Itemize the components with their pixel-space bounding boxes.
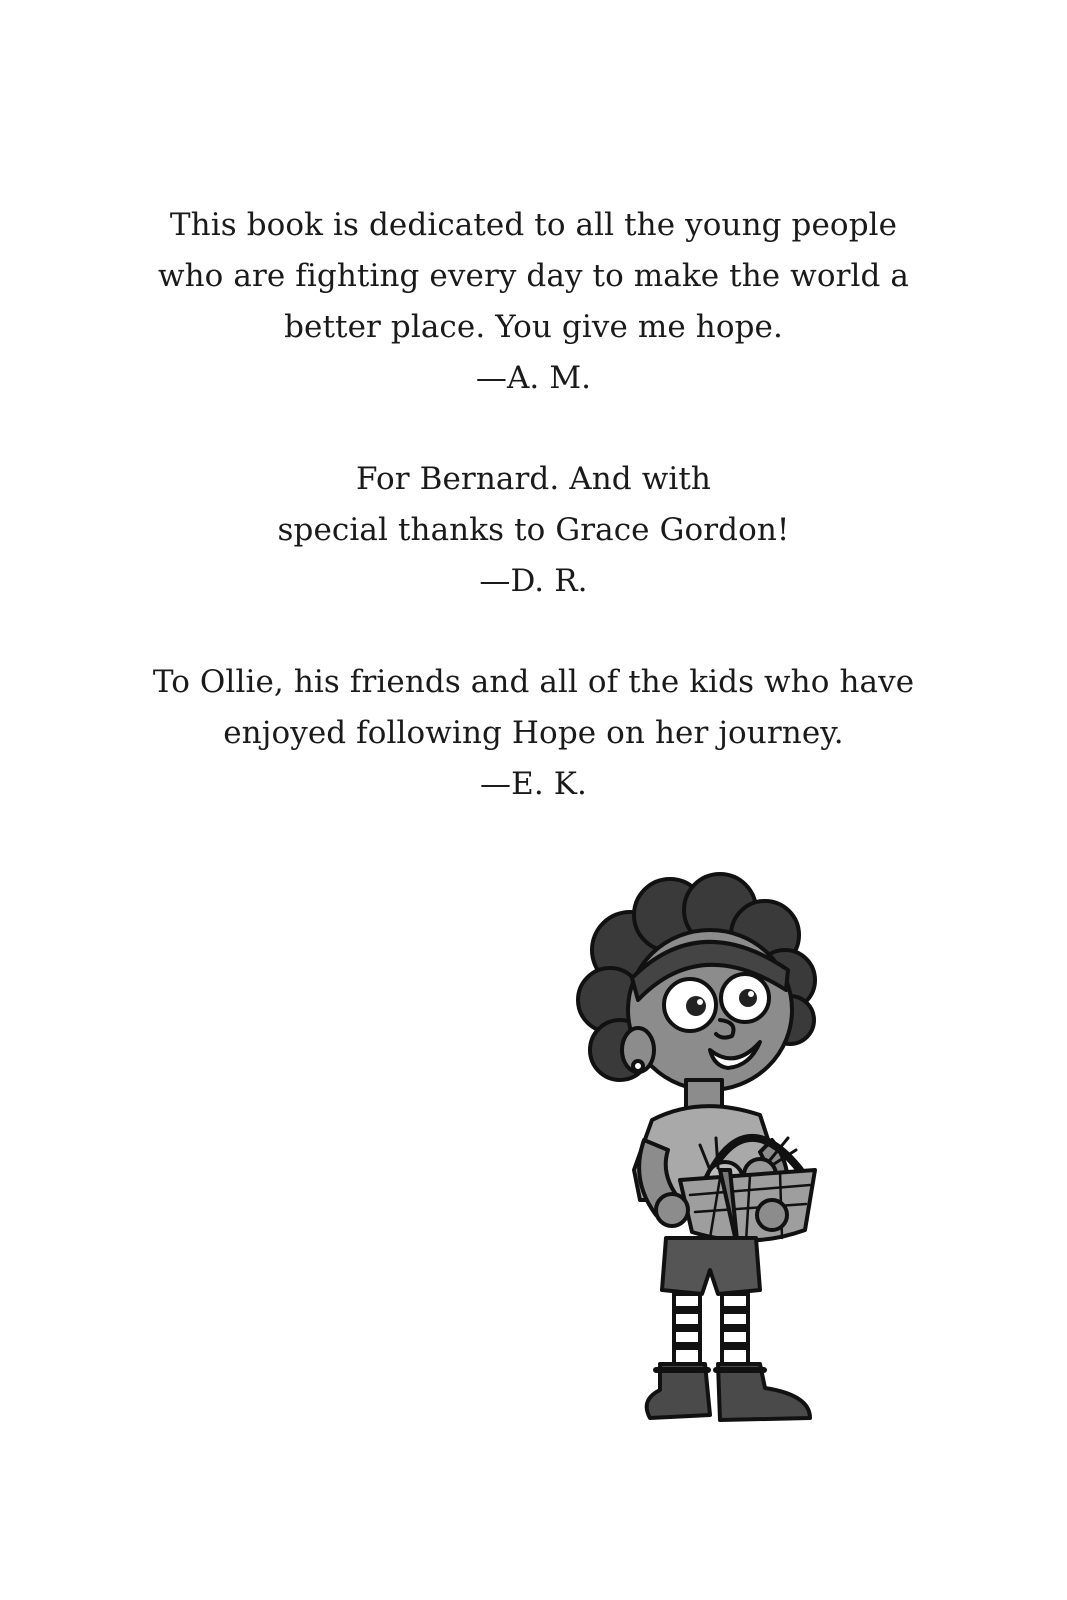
dedication-line: This book is dedicated to all the young people [169,207,898,243]
dedication-line: who are fighting every day to make the world a [157,258,909,294]
dedication-dr [0,454,1067,607]
dedication-signature: —A. M. [475,360,592,396]
dedication-ek [0,657,1067,810]
dedication-line: better place. You give me hope. [284,309,783,345]
dedications [0,200,1067,860]
dedication-signature: —D. R. [479,563,588,599]
girl-illustration [560,870,840,1450]
dedication-signature: —E. K. [480,766,587,802]
girl-with-basket-icon [560,870,840,1450]
dedication-line: enjoyed following Hope on her journey. [223,715,844,751]
dedication-am [0,200,1067,404]
dedication-line: To Ollie, his friends and all of the kids who have [152,664,915,700]
dedication-line: special thanks to Grace Gordon! [277,512,790,548]
dedication-line: For Bernard. And with [356,461,711,497]
